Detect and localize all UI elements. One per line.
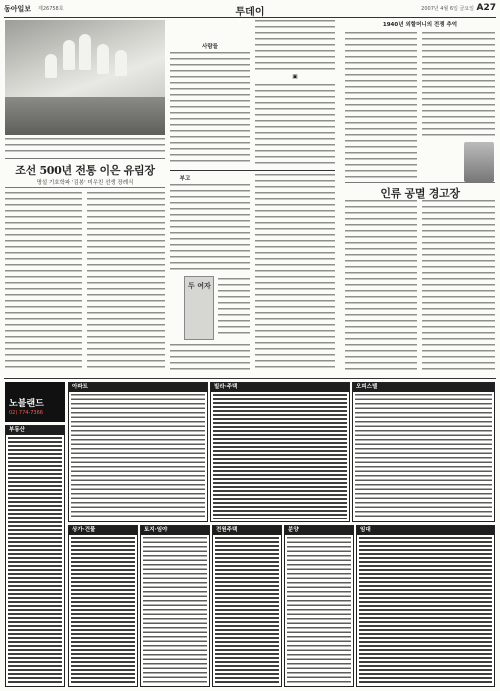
essay-body-col-2 [422,32,495,140]
ad-heading: 임대 [357,526,494,535]
page-header [4,2,496,18]
book-ad-text [218,278,250,338]
obituary-body [170,184,250,272]
ad-heading: 분양 [285,526,353,535]
essay-headline: 인류 공멸 경고장 [380,187,460,200]
middle-body-bottom [170,344,250,372]
ad-heading: 빌라·주택 [211,383,349,392]
lead-body-col-2 [87,192,165,372]
column-body-2 [422,200,495,372]
column-body-1 [345,200,417,372]
ad-block [356,525,495,687]
lead-subhead: 명설 기호학파 '김봉' 미우친 선생 장례식 [36,180,134,186]
corner-ad [5,382,65,422]
book-ad-label: 두 여자 [188,281,211,290]
person-heading: 사람들 [202,44,218,50]
obituary-body-2 [255,174,335,372]
photo-caption [5,138,165,156]
ad-block [68,525,138,687]
ad-block [140,525,210,687]
essay-title: 1940년 외할머니의 전쟁 추억 [382,22,458,28]
issue-date: 2007년 4월 6일 금요일 [421,6,474,12]
ad-block [352,382,495,522]
book-ad [184,276,214,340]
essay-body-col-1 [345,32,417,180]
lead-photo [5,20,165,135]
issue-number: 제26758호 [38,6,64,12]
ad-block [284,525,354,687]
middle-body-top [255,20,335,70]
corner-ad-tel: 02) 774-7366 [9,410,43,416]
ad-heading: 오피스텔 [353,383,494,392]
ad-heading: 부동산 [6,426,64,435]
ad-heading: 전원주택 [213,526,281,535]
masthead: 동아일보 [4,5,32,13]
columnist-portrait [464,142,494,182]
ad-heading: 토지·임야 [141,526,209,535]
section-title: 투데이 [235,7,265,18]
ad-block [210,382,350,522]
ad-heading: 아파트 [69,383,207,392]
corner-ad-brand: 노블랜드 [9,399,44,409]
obituary-heading: 부고 [179,176,191,182]
middle-body [255,84,335,164]
news-heading: ▣ [292,74,298,80]
page-number: A27 [476,3,496,13]
lead-headline: 조선 500년 전통 이은 유림장 [15,164,155,177]
lead-body-col-1 [5,192,82,372]
ad-block [5,425,65,687]
ad-heading: 상가·건물 [69,526,137,535]
ad-block [212,525,282,687]
ad-block [68,382,208,522]
person-body [170,52,250,162]
